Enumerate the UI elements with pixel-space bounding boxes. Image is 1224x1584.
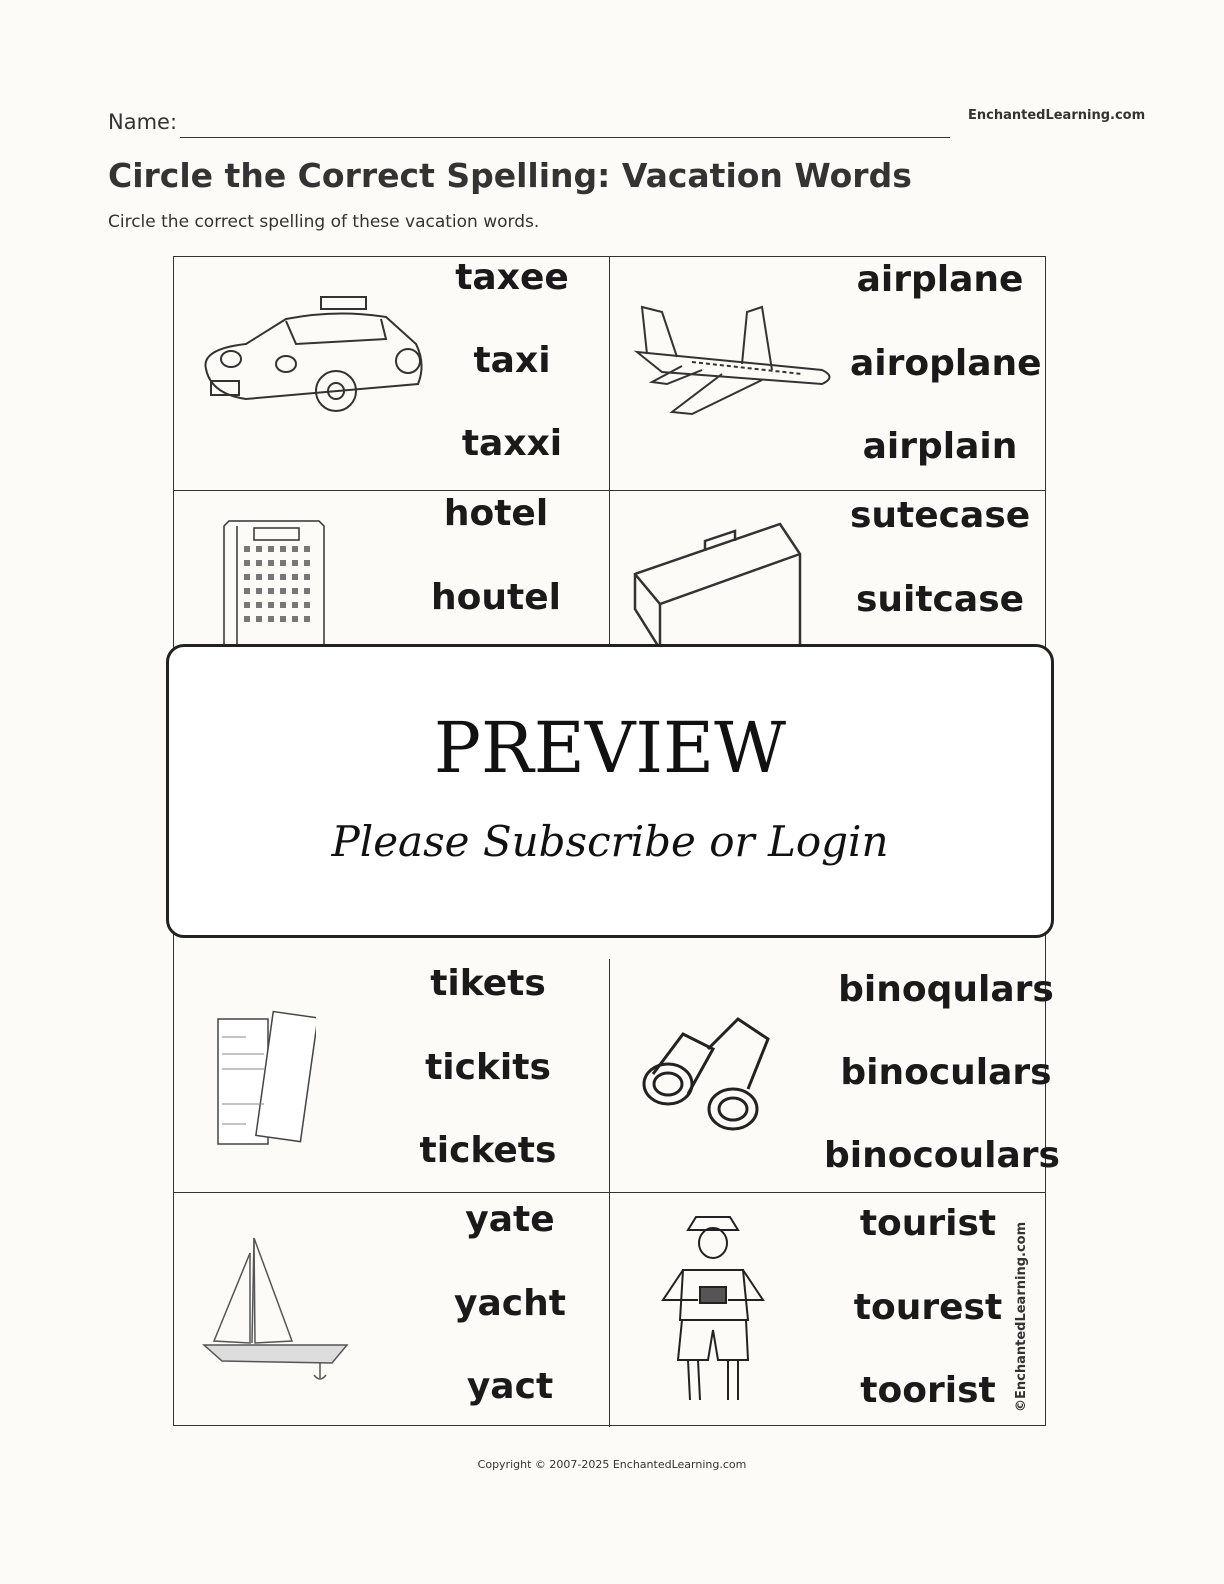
word-option[interactable]: taxee bbox=[455, 257, 569, 298]
word-option[interactable]: tourist bbox=[859, 1203, 997, 1244]
word-option[interactable]: binoqulars bbox=[838, 969, 1054, 1010]
hotel-building-picture bbox=[219, 516, 329, 646]
suitcase-picture bbox=[630, 519, 810, 649]
word-option[interactable]: tickits bbox=[425, 1047, 551, 1088]
side-credit: ©EnchantedLearning.com bbox=[1014, 1221, 1029, 1412]
cell-binoculars bbox=[610, 959, 1060, 1193]
word-option[interactable]: binocoulars bbox=[824, 1135, 1060, 1176]
name-line[interactable] bbox=[180, 137, 950, 138]
word-option[interactable]: binoculars bbox=[840, 1052, 1052, 1093]
cell-taxi bbox=[174, 257, 610, 491]
taxi-car-picture bbox=[186, 289, 426, 429]
page-title: Circle the Correct Spelling: Vacation Words bbox=[108, 156, 912, 195]
word-option[interactable]: yate bbox=[465, 1199, 555, 1240]
cell-tickets bbox=[174, 959, 610, 1193]
tourist-picture bbox=[658, 1205, 768, 1415]
word-option[interactable]: suitcase bbox=[855, 579, 1025, 620]
instructions: Circle the correct spelling of these vacation words. bbox=[108, 212, 540, 232]
preview-overlay[interactable] bbox=[166, 644, 1054, 938]
cell-airplane bbox=[610, 257, 1046, 491]
airplane-picture bbox=[632, 302, 842, 422]
brand: EnchantedLearning.com bbox=[968, 108, 1146, 123]
preview-title: PREVIEW bbox=[433, 707, 787, 789]
word-option[interactable]: tikets bbox=[430, 963, 546, 1004]
word-option[interactable]: taxi bbox=[473, 340, 551, 381]
word-option[interactable]: taxxi bbox=[461, 423, 563, 464]
name-label: Name: bbox=[108, 110, 178, 134]
word-option[interactable]: yact bbox=[466, 1366, 554, 1407]
subscribe-login-link[interactable]: Please Subscribe or Login bbox=[331, 817, 889, 866]
word-option[interactable]: tickets bbox=[419, 1130, 557, 1171]
word-option[interactable]: airplane bbox=[856, 259, 1024, 300]
word-option[interactable]: sutecase bbox=[850, 495, 1031, 536]
cell-tourist bbox=[610, 1193, 1046, 1427]
word-option[interactable]: yacht bbox=[454, 1283, 566, 1324]
cell-yacht bbox=[174, 1193, 610, 1427]
word-option[interactable]: tourest bbox=[853, 1287, 1003, 1328]
word-option[interactable]: toorist bbox=[860, 1370, 996, 1411]
binoculars-picture bbox=[638, 1014, 778, 1139]
word-option[interactable]: airplain bbox=[862, 426, 1018, 467]
word-option[interactable]: hotel bbox=[443, 493, 549, 534]
copyright: Copyright © 2007-2025 EnchantedLearning.com bbox=[477, 1458, 747, 1471]
sailboat-picture bbox=[202, 1233, 352, 1383]
word-option[interactable]: houtel bbox=[431, 577, 561, 618]
word-option[interactable]: airoplane bbox=[850, 343, 1042, 384]
tickets-picture bbox=[216, 1009, 316, 1149]
